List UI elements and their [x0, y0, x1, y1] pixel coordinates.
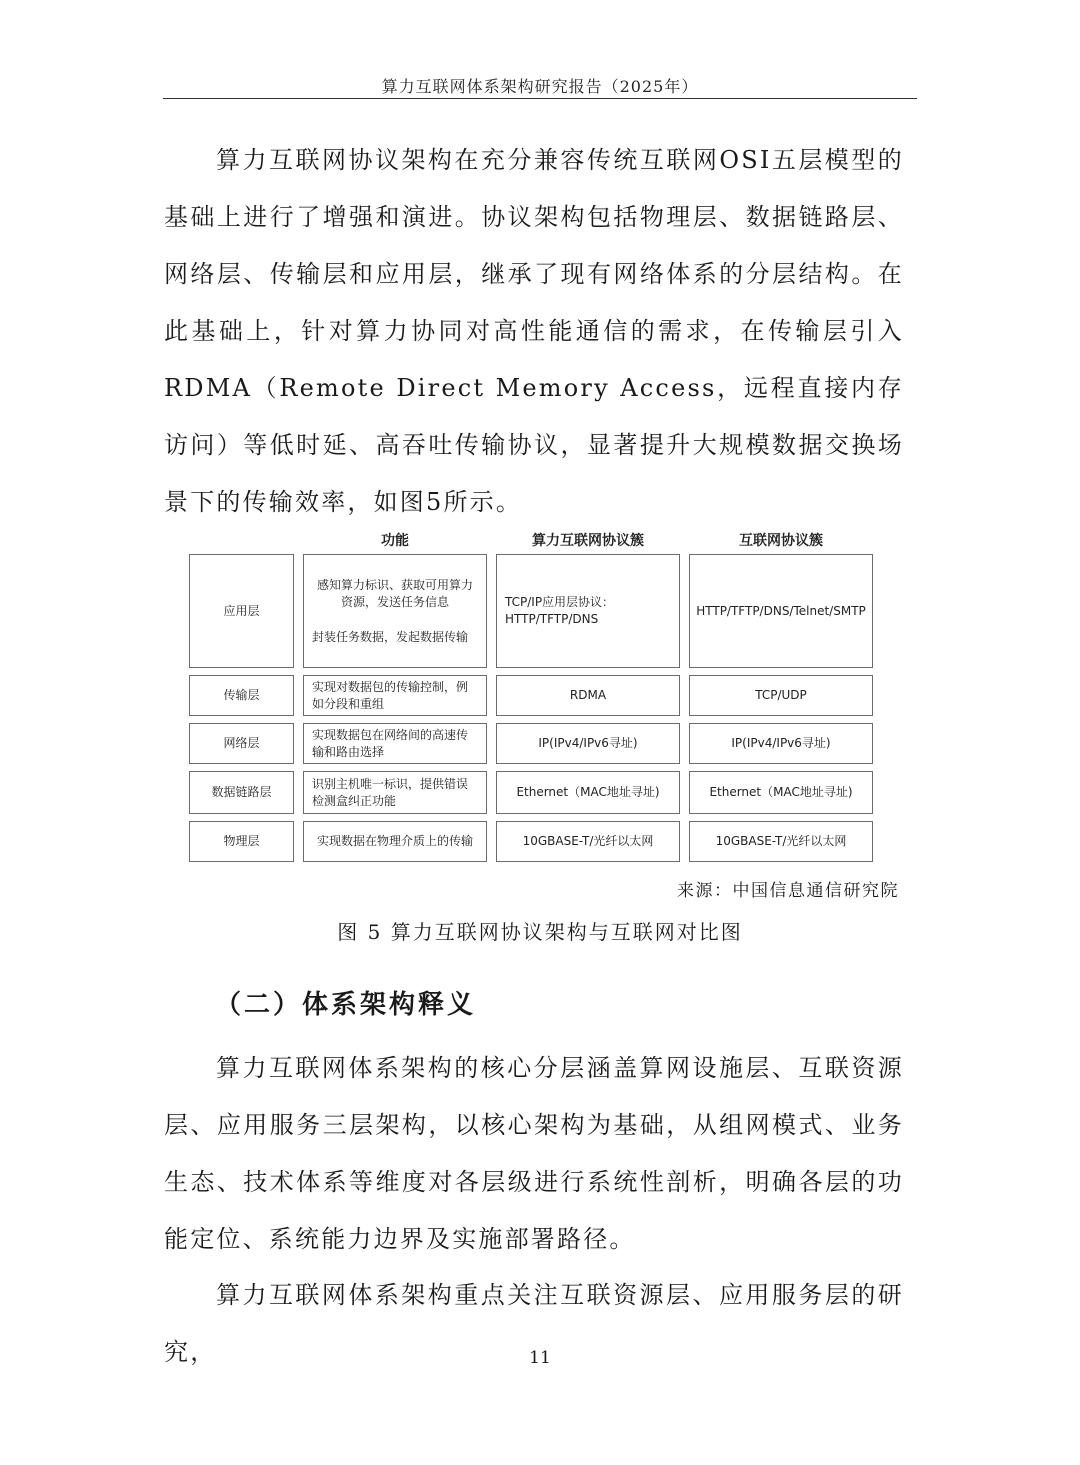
column-header-compute-protocols: 算力互联网协议簇 — [532, 533, 644, 549]
compute-cell-physical: 10GBASE-T/光纤以太网 — [496, 821, 680, 862]
internet-cell-data-link: Ethernet（MAC地址寻址) — [689, 771, 873, 814]
layer-label-application: 应用层 — [189, 554, 294, 668]
intro-paragraph: 算力互联网协议架构在充分兼容传统互联网OSI五层模型的基础上进行了增强和演进。协议架构包括物理层、数据链路层、网络层、传输层和应用层，继承了现有网络体系的分层结构。在此基础上，针对算力协同对高性能通信的需求，在传输层引入RDMA（Remote Direct Memory Access，远程直接内存访问）等低时延、高吞吐传输协议，显著提升大规模数据交换场景下的传输效率，如图5所示。 — [164, 146, 904, 516]
internet-cell-transport: TCP/UDP — [689, 675, 873, 716]
compute-cell-transport: RDMA — [496, 675, 680, 716]
function-cell-network: 实现数据包在网络间的高速传输和路由选择 — [303, 723, 487, 764]
internet-cell-application: HTTP/TFTP/DNS/Telnet/SMTP — [689, 554, 873, 668]
layer-label-transport: 传输层 — [189, 675, 294, 716]
function-cell-application — [303, 554, 487, 668]
section-heading: （二）体系架构释义 — [215, 990, 477, 1020]
internet-cell-network: IP(IPv4/IPv6寻址) — [689, 723, 873, 764]
compute-text-line-1: TCP/IP应用层协议： — [505, 595, 615, 609]
function-cell-physical: 实现数据在物理介质上的传输 — [303, 821, 487, 862]
compute-cell-application — [496, 554, 680, 668]
column-header-internet-protocols: 互联网协议簇 — [739, 533, 823, 549]
function-cell-transport: 实现对数据包的传输控制，例如分段和重组 — [303, 675, 487, 716]
compute-cell-network: IP(IPv4/IPv6寻址) — [496, 723, 680, 764]
internet-cell-physical: 10GBASE-T/光纤以太网 — [689, 821, 873, 862]
function-cell-data-link: 识别主机唯一标识，提供错误检测盒纠正功能 — [303, 771, 487, 814]
column-header-function: 功能 — [381, 533, 409, 549]
layer-label-data-link: 数据链路层 — [189, 771, 294, 814]
protocol-comparison-figure — [185, 528, 877, 868]
running-header: 算力互联网体系架构研究报告（2025年） — [381, 77, 699, 96]
figure-source: 来源：中国信息通信研究院 — [677, 881, 899, 901]
layer-label-network: 网络层 — [189, 723, 294, 764]
compute-text-line-2: HTTP/TFTP/DNS — [505, 612, 599, 626]
section-paragraph-2: 算力互联网体系架构重点关注互联资源层、应用服务层的研究， — [164, 1281, 904, 1366]
function-text-2: 封装任务数据，发起数据传输 — [312, 629, 469, 644]
page-number: 11 — [529, 1348, 551, 1368]
figure-caption: 图 5 算力互联网协议架构与互联网对比图 — [337, 920, 743, 944]
header-divider — [163, 98, 917, 99]
layer-label-physical: 物理层 — [189, 821, 294, 862]
section-paragraph-1: 算力互联网体系架构的核心分层涵盖算网设施层、互联资源层、应用服务三层架构，以核心架构为基础，从组网模式、业务生态、技术体系等维度对各层级进行系统性剖析，明确各层的功能定位、系统能力边界及实施部署路径。 — [164, 1054, 904, 1253]
function-text-1: 感知算力标识、获取可用算力资源，发送任务信息 — [316, 577, 473, 609]
compute-cell-data-link: Ethernet（MAC地址寻址) — [496, 771, 680, 814]
